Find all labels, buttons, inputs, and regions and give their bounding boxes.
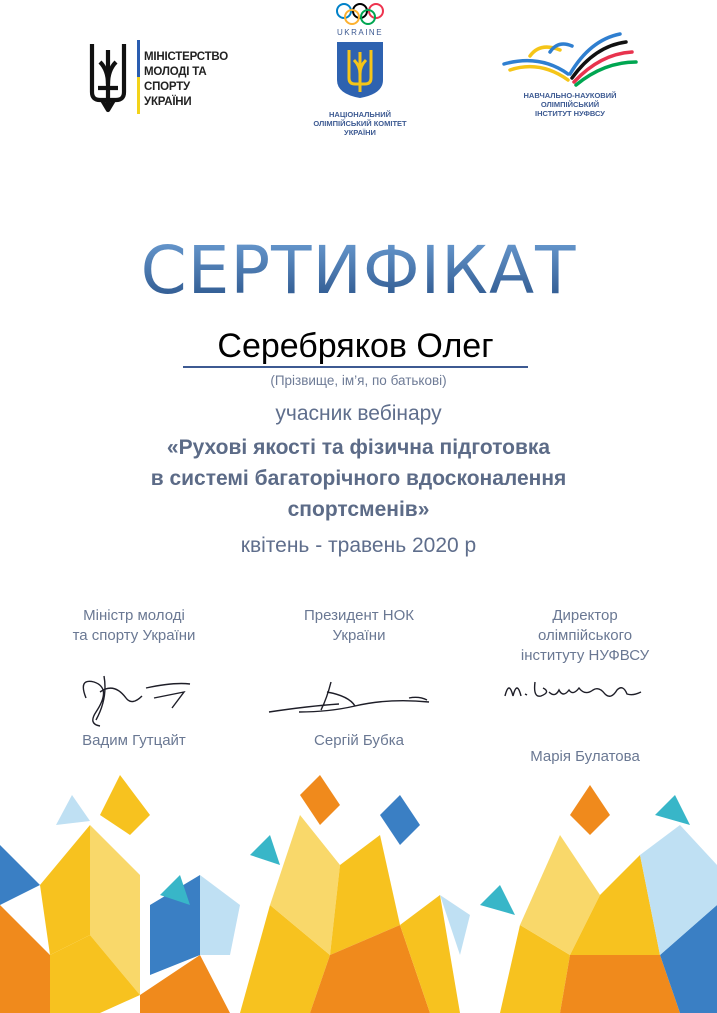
signature-image xyxy=(485,666,685,730)
ministry-logo xyxy=(84,40,244,116)
webinar-title-line2: в системі багаторічного вдосконалення xyxy=(150,467,567,490)
signatory-minister xyxy=(34,606,234,749)
role-line1: Міністр молоді xyxy=(83,607,185,624)
signatory-role xyxy=(34,606,234,668)
name-underline xyxy=(183,366,528,368)
noc-country: UKRAINE xyxy=(336,28,384,37)
ministry-name-line1: МІНІСТЕРСТВО xyxy=(144,51,228,63)
name-hint: (Прізвище, ім’я, по батькові) xyxy=(270,373,447,388)
institute-caption-line3: ІНСТИТУТ НУФВСУ xyxy=(535,109,605,118)
signature-image xyxy=(259,668,459,732)
shield-trident-icon xyxy=(335,40,385,100)
institute-logo xyxy=(500,30,640,140)
role-line3: інституту НУФВСУ xyxy=(520,647,650,664)
signatory-name: Марія Булатова xyxy=(530,748,640,765)
signatory-institute-director xyxy=(485,606,685,765)
decorative-pattern xyxy=(0,755,717,1013)
signature-image xyxy=(34,668,234,732)
signatory-role xyxy=(485,606,685,668)
recipient-name: Серебряков Олег xyxy=(217,327,494,365)
webinar-title-line3: спортсменів» xyxy=(287,498,430,521)
noc-caption-line2: ОЛІМПІЙСЬКИЙ КОМІТЕТ xyxy=(313,119,407,128)
role-line1: Директор xyxy=(552,607,618,624)
ministry-name-line3: УКРАЇНИ xyxy=(144,96,192,108)
noc-logo xyxy=(313,0,418,150)
ministry-name xyxy=(144,50,244,110)
noc-caption xyxy=(308,110,412,137)
certificate-title: СЕРТИФІКАТ xyxy=(0,232,717,309)
institute-caption xyxy=(510,91,630,118)
noc-caption-line3: УКРАЇНИ xyxy=(344,128,376,137)
open-book-icon xyxy=(500,30,640,90)
signatory-role xyxy=(259,606,459,668)
trident-icon xyxy=(84,40,132,114)
role-line2: України xyxy=(332,627,386,644)
webinar-title xyxy=(100,432,617,525)
ministry-name-line2: МОЛОДІ ТА СПОРТУ xyxy=(144,66,207,93)
webinar-title-line1: «Рухові якості та фізична підготовка xyxy=(166,436,551,459)
olympic-rings-icon xyxy=(335,2,385,26)
webinar-dates: квітень - травень 2020 р xyxy=(240,534,477,557)
participant-label: учасник вебінару xyxy=(275,402,442,425)
role-line2: олімпійського xyxy=(537,627,633,644)
flag-bar xyxy=(137,40,140,114)
role-line1: Президент НОК xyxy=(303,607,415,624)
role-line2: та спорту України xyxy=(72,627,196,644)
institute-caption-line2: ОЛІМПІЙСЬКИЙ xyxy=(540,100,600,109)
noc-caption-line1: НАЦІОНАЛЬНИЙ xyxy=(328,110,391,119)
signatory-name: Сергій Бубка xyxy=(314,732,404,749)
institute-caption-line1: НАВЧАЛЬНО-НАУКОВИЙ xyxy=(523,91,617,100)
signatory-name: Вадим Гутцайт xyxy=(82,732,186,749)
signatory-noc-president xyxy=(259,606,459,749)
